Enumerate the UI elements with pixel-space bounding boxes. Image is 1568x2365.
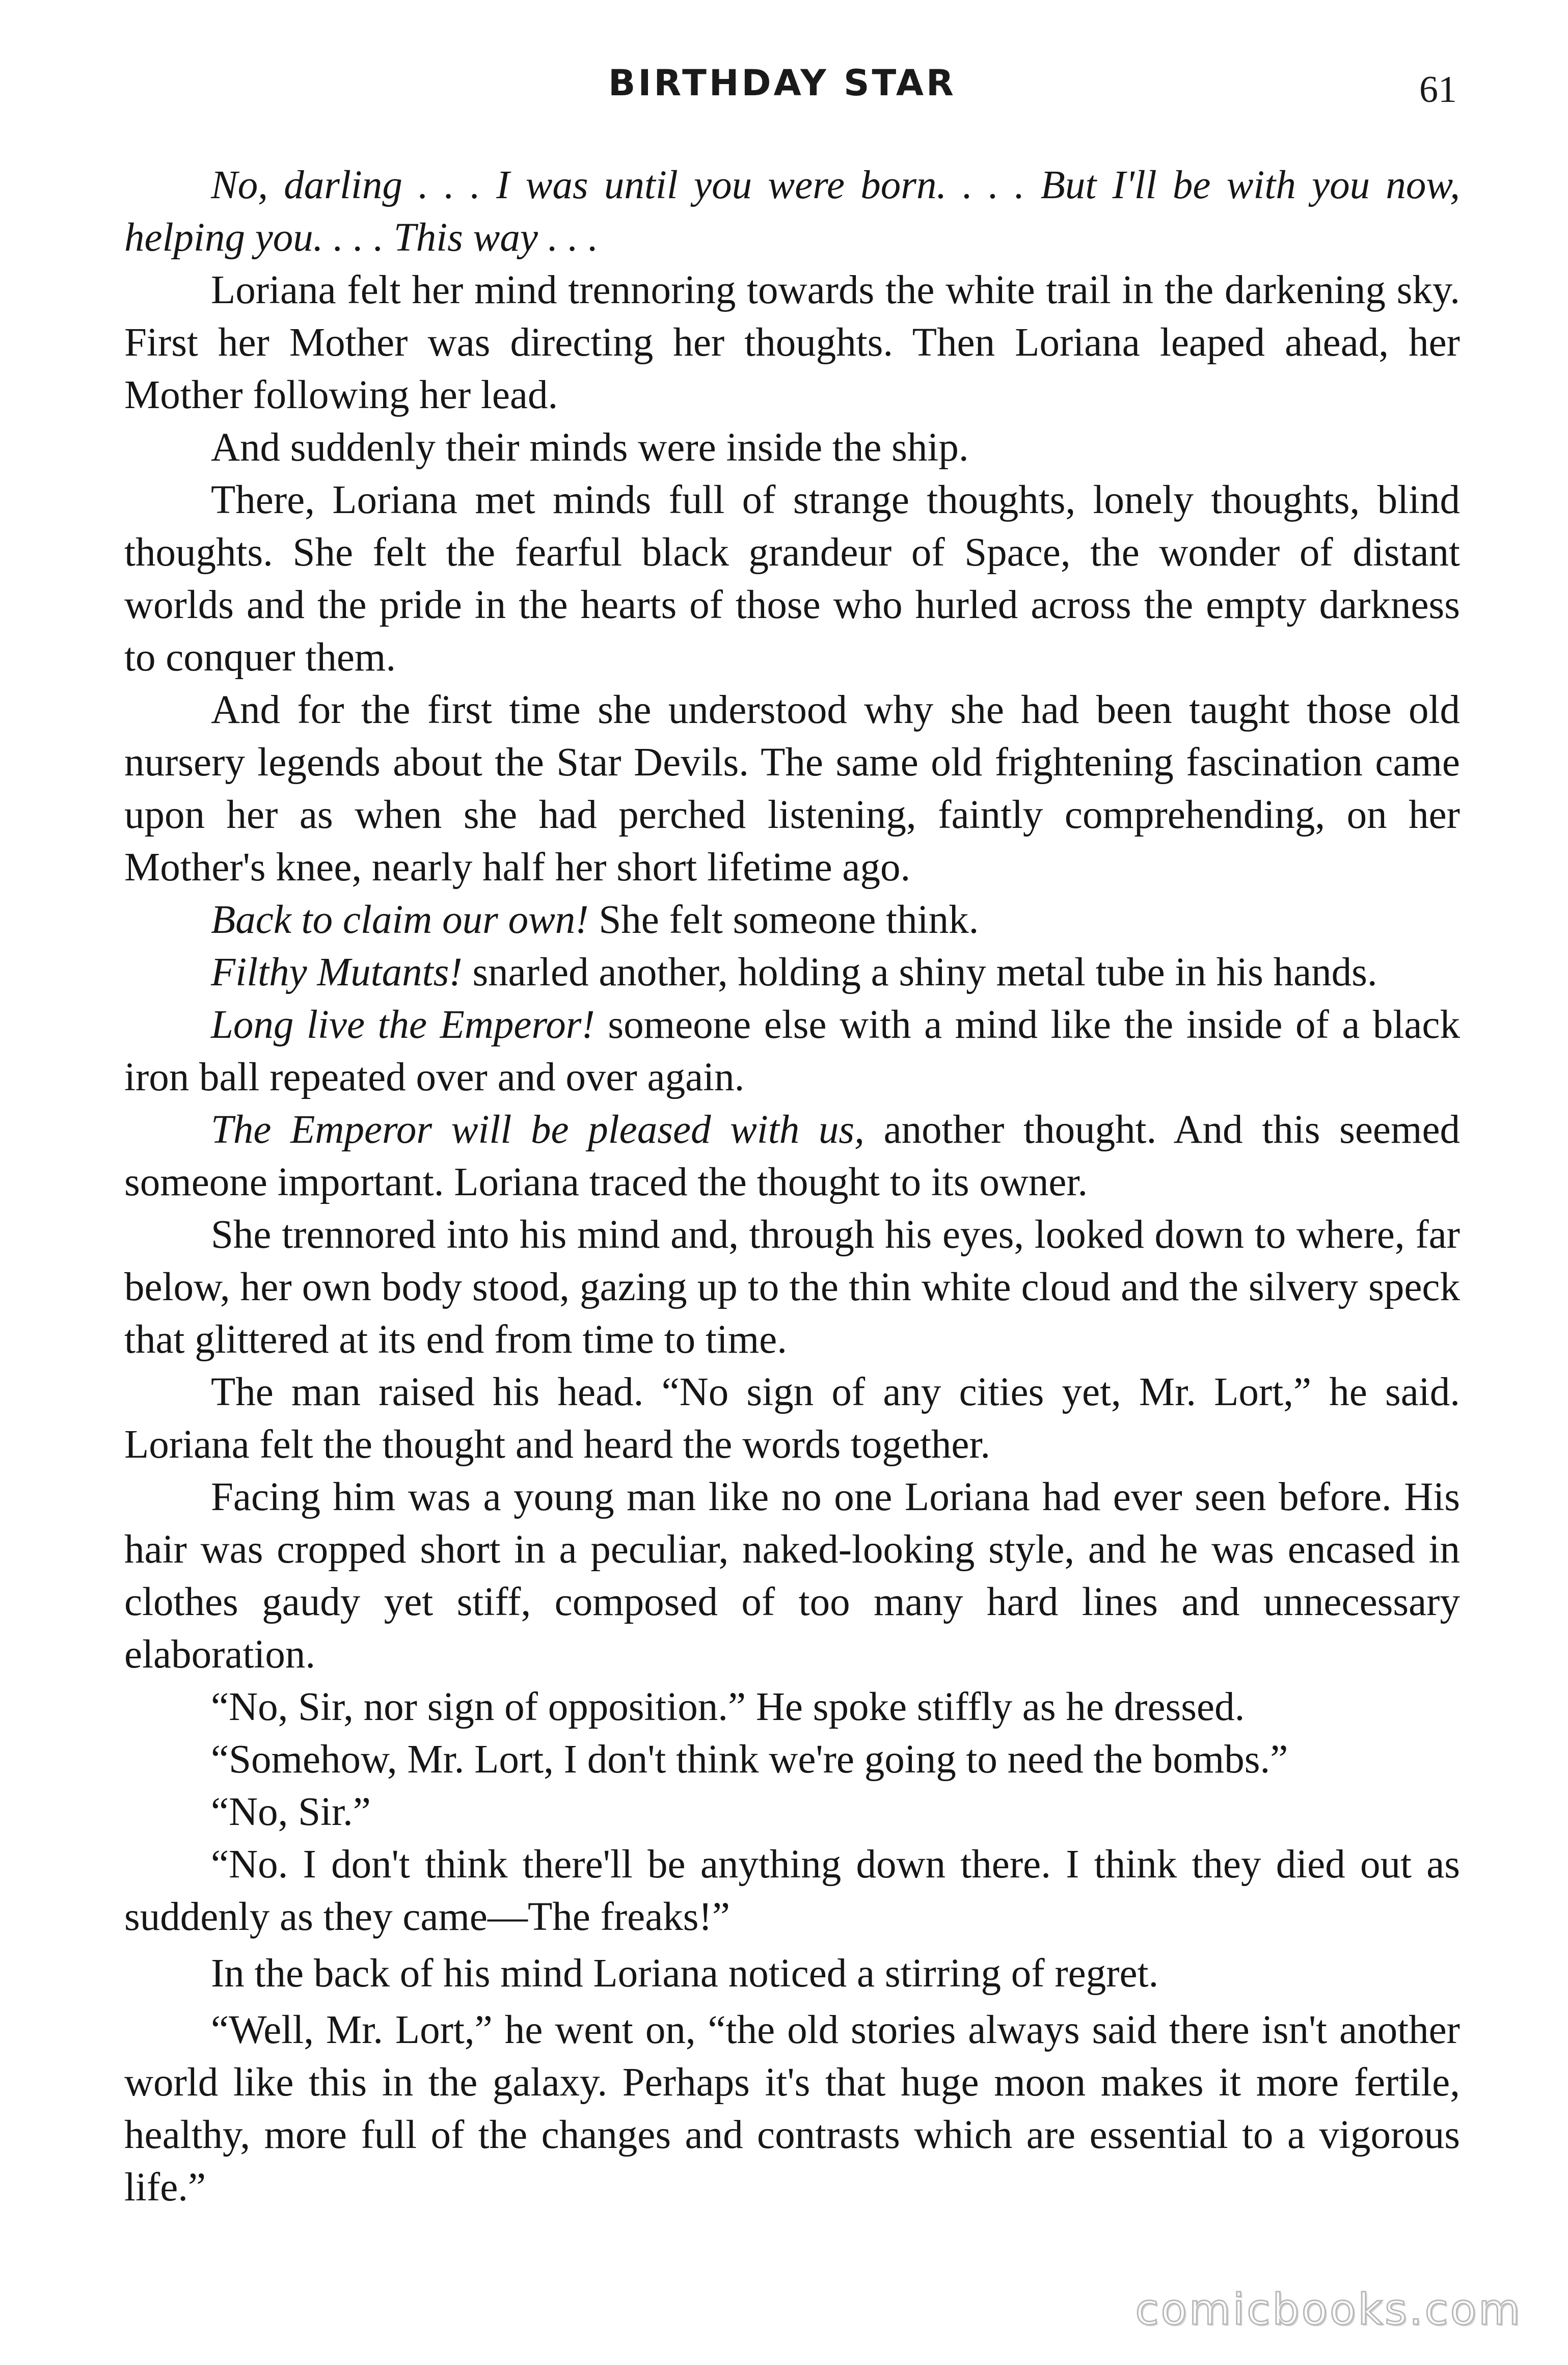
paragraph-17: In the back of his mind Loriana noticed a stirring of regret. [211, 1951, 1159, 1996]
paragraph-7 [124, 946, 1460, 999]
paragraph-15: “No, Sir.” [211, 1790, 371, 1834]
paragraph-1 [124, 159, 1460, 264]
paragraph-10: She trennored into his mind and, through his eyes, looked down to where, far below, her own body stood, gazing up to the thin white cloud and the silvery speck that glittered at its end from time to time. [124, 1213, 1460, 1362]
body-text [124, 159, 1460, 2214]
paragraph-6-italic: Back to claim our own! [211, 898, 589, 942]
paragraph-2: Loriana felt her mind trennoring towards the white trail in the darkening sky. First her Mother was directing her thoughts. Then Loriana leaped ahead, her Mother following her lead. [124, 268, 1460, 417]
paragraph-14: “Somehow, Mr. Lort, I don't think we're going to need the bombs.” [211, 1737, 1288, 1782]
paragraph-7-italic: Filthy Mutants! [211, 950, 463, 995]
watermark-logo: comicbooks.com [1135, 2285, 1522, 2334]
paragraph-5: And for the first time she understood why she had been taught those old nursery legends about the Star Devils. The same old frightening fascination came upon her as when she had perched listening, faintly comprehending, on her Mother's knee, nearly half her short lifetime ago. [124, 688, 1460, 890]
paragraph-9 [124, 1104, 1460, 1208]
paragraph-1-italic: No, darling . . . I was until you were born. . . . But I'll be with you now, helping you. . . . This way . . . [124, 163, 1460, 260]
paragraph-12: Facing him was a young man like no one Loriana had ever seen before. His hair was cropped short in a peculiar, naked-looking style, and he was encased in clothes gaudy yet stiff, composed of too many hard lines and unnecessary elaboration. [124, 1475, 1460, 1677]
page-number: 61 [1419, 69, 1457, 111]
paragraph-6-text: She felt someone think. [588, 898, 979, 942]
paragraph-6 [124, 894, 1460, 946]
paragraph-4: There, Loriana met minds full of strange thoughts, lonely thoughts, blind thoughts. She felt the fearful black grandeur of Space, the wonder of distant worlds and the pride in the hearts of those who hurled across the empty darkness to conquer them. [124, 478, 1460, 680]
paragraph-8 [124, 999, 1460, 1104]
paragraph-16: “No. I don't think there'll be anything down there. I think they died out as suddenly as they came—The freaks!” [124, 1842, 1460, 1939]
paragraph-11: The man raised his head. “No sign of any cities yet, Mr. Lort,” he said. Loriana felt the thought and heard the words together. [124, 1370, 1460, 1467]
paragraph-13: “No, Sir, nor sign of opposition.” He spoke stiffly as he dressed. [211, 1685, 1245, 1729]
paragraph-7-text: snarled another, holding a shiny metal tube in his hands. [462, 950, 1377, 995]
paragraph-8-italic: Long live the Emperor! [211, 1003, 595, 1047]
paragraph-18: “Well, Mr. Lort,” he went on, “the old stories always said there isn't another world like this in the galaxy. Perhaps it's that huge moon makes it more fertile, healthy, more full of the changes and contrasts which are essential to a vigorous life.” [124, 2008, 1460, 2210]
paragraph-9-text: another thought. And this seemed someone important. Loriana traced the thought to its owner. [124, 1108, 1461, 1204]
running-title: BIRTHDAY STAR [608, 62, 956, 104]
paragraph-3: And suddenly their minds were inside the ship. [211, 425, 969, 470]
paragraph-8-text: someone else with a mind like the inside of a black iron ball repeated over and over again. [124, 1003, 1460, 1099]
paragraph-9-italic: The Emperor will be pleased with us, [211, 1108, 864, 1152]
